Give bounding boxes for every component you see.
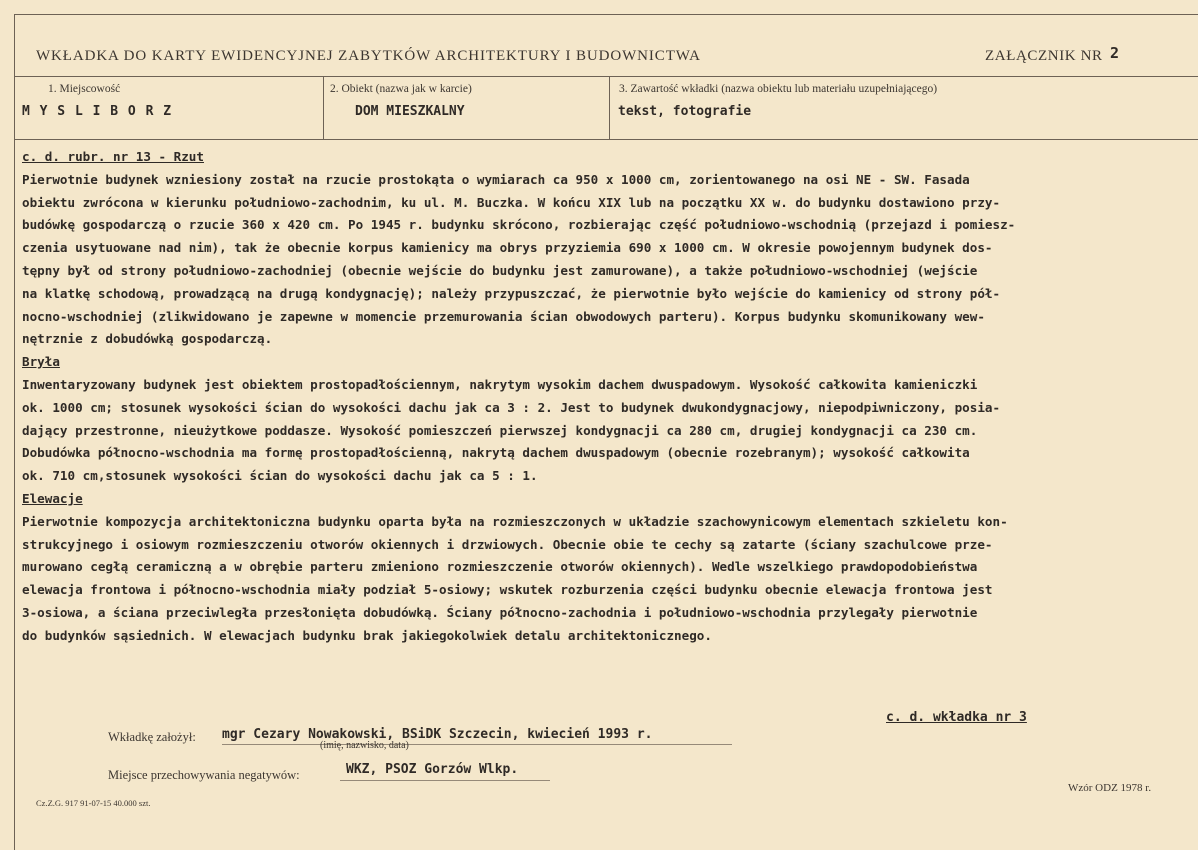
field-object-value: DOM MIESZKALNY [355, 104, 465, 119]
attachment-label: ZAŁĄCZNIK NR [985, 48, 1103, 64]
text-line: Pierwotnie budynek wzniesiony został na rzucie prostokąta o wymiarach ca 950 x 1000 cm, zorientowanego na osi NE - SW. Fasada [22, 171, 970, 187]
print-info: Cz.Z.G. 917 91-07-15 40.000 szt. [36, 798, 151, 808]
frame-top-border [14, 14, 1198, 15]
negatives-label: Miejsce przechowywania negatywów: [108, 768, 300, 782]
form-code: Wzór ODZ 1978 r. [1068, 782, 1152, 794]
text-line: Dobudówka północno-wschodnia ma formę prostopadłościenną, nakrytą dachem dwuspadowym (obecnie rozebranym); wysokość całkowita [22, 445, 970, 461]
negatives-underline [340, 780, 550, 781]
field-locality-label: 1. Miejscowość [48, 83, 121, 95]
text-line: na klatkę schodową, prowadzącą na drugą kondygnację); należy przypuszczać, że pierwotnie było wejście do kamienicy od strony pół- [22, 285, 1001, 301]
text-line: czenia usytuowane nad nim), tak że obecnie korpus kamienicy ma obrys przyziemia 690 x 1000 cm. W okresie powojennym budynek dos- [22, 240, 993, 256]
text-line: murowano cegłą ceramiczną a w obrębie parteru zmieniono rozmieszczenie otworów okiennych). Wedle wszelkiego prawdopodobieństwa [22, 559, 978, 575]
text-line: ok. 710 cm,stosunek wysokości ścian do wysokości dachu jak ca 5 : 1. [22, 468, 538, 484]
section-heading-bryla: Bryła [22, 354, 60, 370]
author-hint: (imię, nazwisko, data) [320, 740, 409, 751]
field-contents-value: tekst, fotografie [618, 104, 752, 119]
text-line: ok. 1000 cm; stosunek wysokości ścian do wysokości dachu jak ca 3 : 2. Jest to budynek dwukondygnacjowy, niepodpiwniczony, posia- [22, 399, 1001, 415]
text-line: dający przestronne, nieużytkowe poddasze. Wysokość pomieszczeń pierwszej kondygnacji ca 280 cm, drugiej kondygnacji ca 230 cm. [22, 422, 978, 438]
field-object-label: 2. Obiekt (nazwa jak w karcie) [330, 83, 472, 95]
text-line: elewacja frontowa i północno-wschodnia miały podział 5-osiowy; wskutek rozburzenia części budynku obecnie elewacja frontowa jest [22, 582, 993, 598]
section-heading-elewacje: Elewacje [22, 490, 83, 506]
continuation-note: c. d. wkładka nr 3 [886, 710, 1027, 725]
author-label: Wkładkę założył: [108, 730, 196, 744]
negatives-value: WKZ, PSOZ Gorzów Wlkp. [346, 762, 519, 777]
document-title: WKŁADKA DO KARTY EWIDENCYJNEJ ZABYTKÓW ARCHITEKTURY I BUDOWNICTWA [36, 48, 701, 64]
text-line: 3-osiowa, a ściana przeciwległa przesłonięta dobudówką. Ściany północno-zachodnia i południowo-wschodnia przylegały pierwotnie [22, 604, 978, 620]
author-value: mgr Cezary Nowakowski, BSiDK Szczecin, kwiecień 1993 r. [222, 727, 653, 742]
field-grid-top-line [14, 76, 1198, 77]
text-line: tępny był od strony południowo-zachodniej (obecnie wejście do budynku jest zamurowane), a także południowo-wschodniej (wejście [22, 262, 978, 278]
text-line: do budynków sąsiednich. W elewacjach budynku brak jakiegokolwiek detalu architektonicznego. [22, 627, 712, 643]
text-line: Inwentaryzowany budynek jest obiektem prostopadłościennym, nakrytym wysokim dachem dwuspadowym. Wysokość całkowita kamieniczki [22, 376, 978, 392]
attachment-number: 2 [1110, 44, 1120, 62]
field-grid-bottom-line [14, 139, 1198, 140]
text-line: strukcyjnego i osiowym rozmieszczeniu otworów okiennych i drzwiowych. Obecnie obie te cechy są zatarte (ściany szachulcowe prze- [22, 536, 993, 552]
description-body [22, 146, 1187, 648]
section-heading-rzut: c. d. rubr. nr 13 - Rzut [22, 149, 204, 164]
text-line: Pierwotnie kompozycja architektoniczna budynku oparta była na rozmieszczonych w układzie szachowynicowym elementach szkieletu kon- [22, 513, 1008, 529]
author-underline [222, 744, 732, 745]
field-contents-label: 3. Zawartość wkładki (nazwa obiektu lub materiału uzupełniającego) [619, 83, 938, 95]
text-line: obiektu zwrócona w kierunku południowo-zachodnim, ku ul. M. Buczka. W końcu XIX lub na początku XX w. do budynku dostawiono przy- [22, 194, 1001, 210]
text-line: budówkę gospodarczą o rzucie 360 x 420 cm. Po 1945 r. budynku skrócono, rozbierając część południowo-wschodnią (przejazd i pomiesz- [22, 217, 1016, 233]
field-locality-value: M Y S L I B O R Z [22, 104, 173, 119]
field-grid-divider-2 [609, 76, 610, 139]
text-line: nętrznie z dobudówką gospodarczą. [22, 331, 273, 347]
field-grid-divider-1 [323, 76, 324, 139]
text-line: nocno-wschodniej (zlikwidowano je zapewne w momencie przemurowania ścian obwodowych parteru). Korpus budynku skomunikowany wew- [22, 308, 985, 324]
